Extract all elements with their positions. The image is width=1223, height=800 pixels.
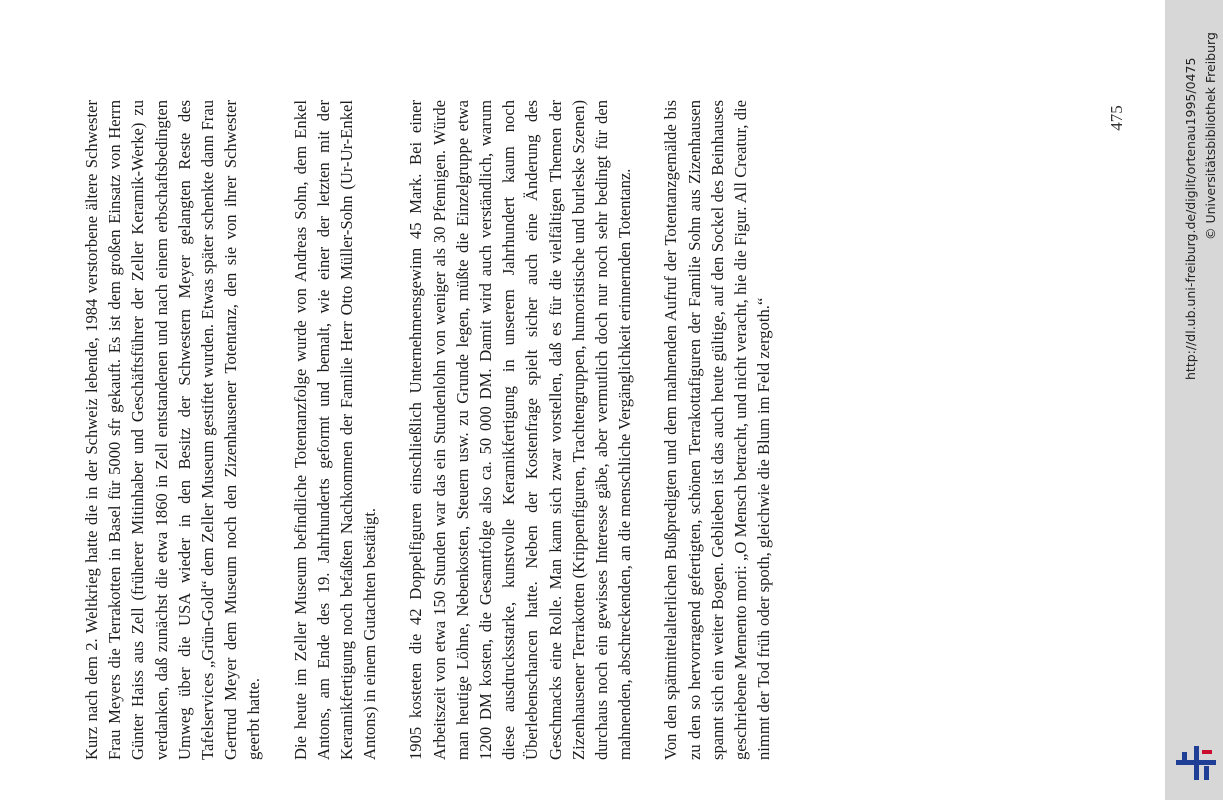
source-url[interactable]: http://dl.ub.uni-freiburg.de/diglit/ortenau1995/0475	[1183, 57, 1198, 380]
paragraph-1: Kurz nach dem 2. Weltkrieg hatte die in der Schweiz lebende, 1984 verstorbene ältere Schwester Frau Meyers die Terrakotten in Basel für 5000 sfr gekauft. Es ist dem großen Einsatz von Herrn Günter Haiss aus Zell (früherer Mitinhaber und Geschäftsführer der Zeller Keramik-Werke) zu verdanken, daß zunächst die etwa 1860 in Zell entstandenen und nach einem erbschaftsbedingten Umweg über die USA wieder in den Besitz der Schwestern Meyer gelangten Reste des Tafelservices „Grün-Gold“ dem Zeller Museum gestiftet wurden. Etwas später schenkte dann Frau Gertrud Meyer dem Museum noch den Zizenhausener Totentanz, den sie von ihrer Schwester geerbt hatte.	[82, 100, 264, 760]
page-number: 475	[1106, 105, 1126, 131]
paragraph-2: Die heute im Zeller Museum befindliche Totentanzfolge wurde von Andreas Sohn, dem Enkel Antons, am Ende des 19. Jahrhunderts geformt und bemalt, wie einer der letzten mit der Keramikfertigung noch befaßten Nachkommen der Familie Herr Otto Müller-Sohn (Ur-Ur-Enkel Antons) in einem Gutachten bestätigt.	[290, 100, 380, 760]
paragraph-4: Von den spätmittelalterlichen Bußpredigten und dem mahnenden Aufruf der Totentanzgemälde bis zu den so hervorragend gefertigten, schönen Terrakottafiguren der Familie Sohn aus Zizenhausen spannt sich ein weiter Bogen. Geblieben ist das auch heute gültige, auf den Sockel des Beinhauses geschriebene Memento mori: „O Mensch betracht, und nicht veracht, hie die Figur. All Creatur, die nimmt der Tod früh oder spoth, gleichwie die Blum im Feld zergoth.“	[661, 100, 774, 760]
copyright-notice: © Universitätsbibliothek Freiburg	[1203, 32, 1218, 240]
rotated-text-block	[80, 95, 960, 760]
ub-freiburg-logo-icon	[1176, 742, 1216, 782]
paragraph-3: 1905 kosteten die 42 Doppelfiguren einschließlich Unternehmensgewinn 45 Mark. Bei einer Arbeitszeit von etwa 150 Stunden war das ein Stundenlohn von weniger als 30 Pfennigen. Würde man heutige Löhne, Nebenkosten, Steuern usw. zu Grunde legen, müßte die Einzelgruppe etwa 1200 DM kosten, die Gesamtfolge also ca. 50 000 DM. Damit wird auch verständlich, warum diese ausdrucksstarke, kunstvolle Keramikfertigung in unserem Jahrhundert kaum noch Überlebenschancen hatte. Neben der Kostenfrage spielt sicher auch eine Änderung des Geschmacks eine Rolle. Man kann sich zwar vorstellen, daß es für die vielfältigen Themen der Zizenhausener Terrakotten (Krippenfiguren, Trachtengruppen, humoristische und burleske Szenen) durchaus noch ein gewisses Interesse gäbe, aber vermutlich doch nur noch sehr bedingt für den mahnenden, abschreckenden, an die menschliche Vergänglichkeit erinnernden Totentanz.	[406, 100, 635, 760]
page-body	[80, 100, 960, 760]
